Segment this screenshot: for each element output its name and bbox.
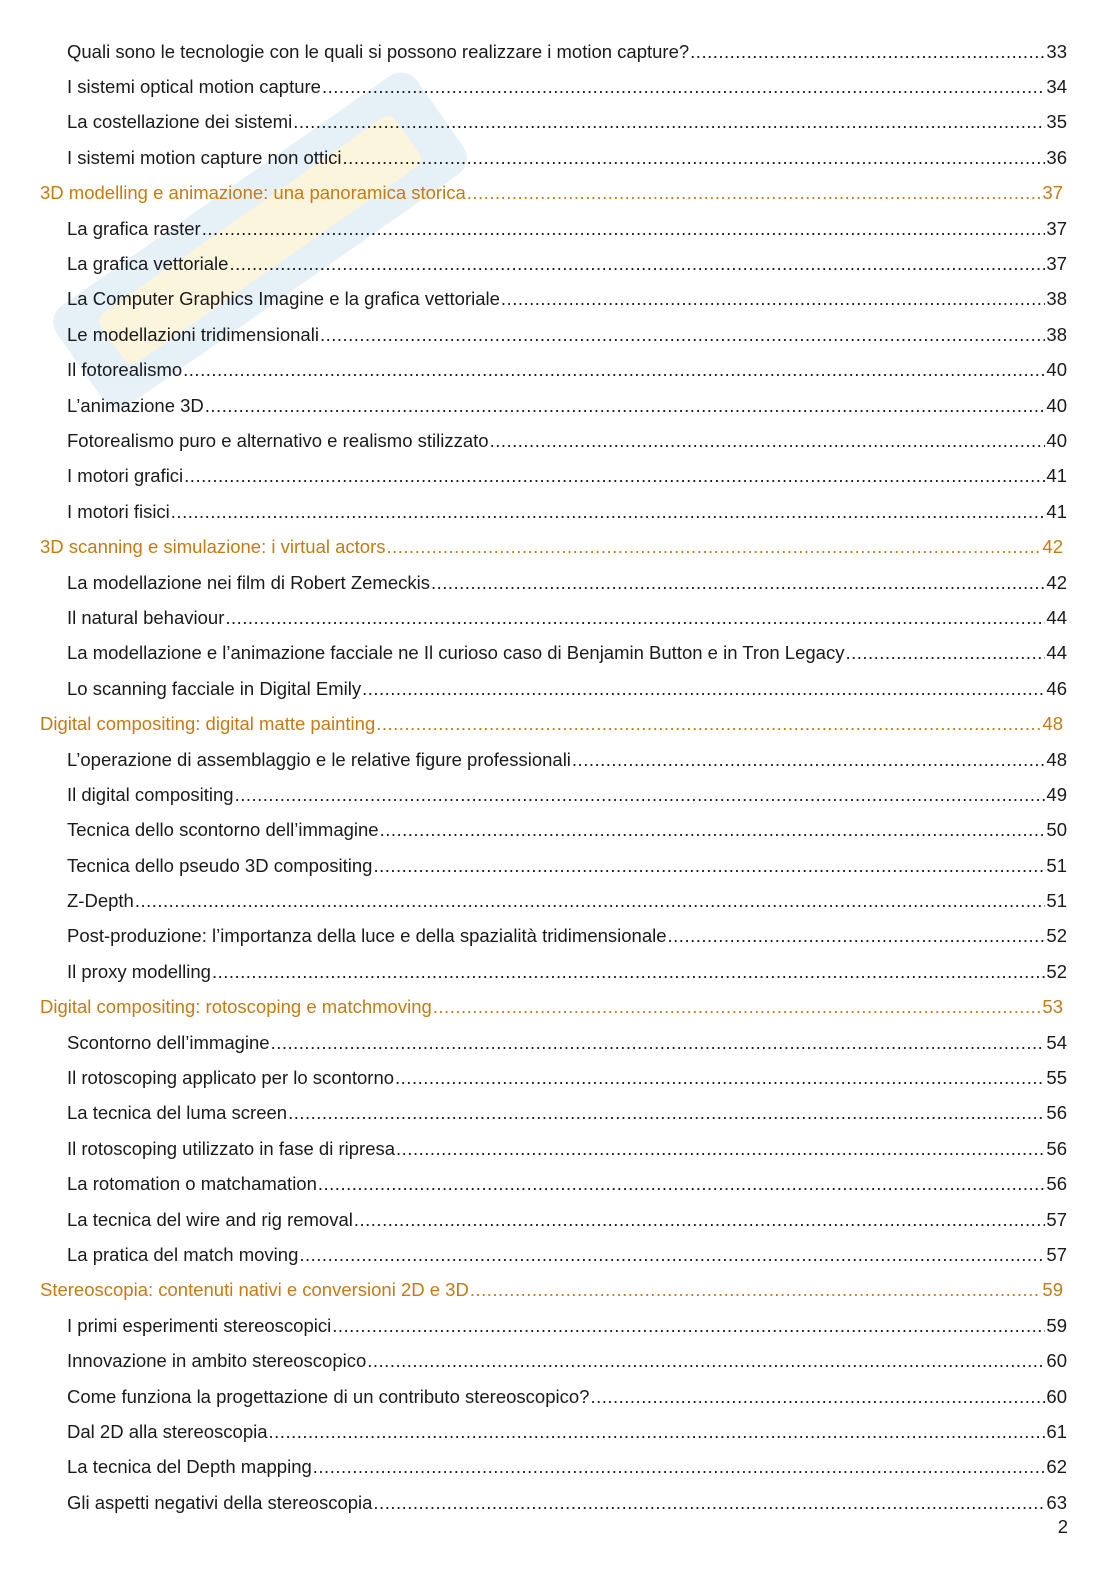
toc-dot-leader [318, 1173, 1046, 1195]
toc-entry-title: L’operazione di assemblaggio e le relative figure professionali [67, 748, 571, 770]
toc-entry-page: 56 [1046, 1173, 1067, 1195]
toc-entry-title: I sistemi optical motion capture [67, 76, 321, 98]
toc-dot-leader [431, 572, 1045, 594]
toc-section-entry[interactable] [0, 353, 1067, 388]
toc-section-entry[interactable] [0, 636, 1067, 671]
toc-entry-title: Il rotoscoping applicato per lo scontorno [67, 1067, 395, 1089]
toc-section-entry[interactable] [0, 1414, 1067, 1449]
toc-dot-leader [433, 996, 1042, 1018]
toc-entry-title: L’animazione 3D [67, 394, 204, 416]
toc-entry-page: 33 [1046, 40, 1067, 62]
toc-entry-page: 44 [1046, 642, 1067, 664]
toc-entry-page: 50 [1046, 819, 1067, 841]
toc-entry-page: 57 [1046, 1208, 1067, 1230]
toc-entry-page: 59 [1046, 1314, 1067, 1336]
toc-entry-page: 34 [1046, 76, 1067, 98]
toc-chapter-entry[interactable] [0, 706, 1063, 741]
toc-entry-page: 48 [1046, 748, 1067, 770]
toc-section-entry[interactable] [0, 1450, 1067, 1485]
table-of-contents [0, 34, 1118, 1520]
toc-section-entry[interactable] [0, 1485, 1067, 1520]
toc-dot-leader [343, 147, 1046, 169]
toc-entry-title: Gli aspetti negativi della stereoscopia [67, 1491, 373, 1513]
toc-entry-title: La tecnica del Depth mapping [67, 1456, 312, 1478]
toc-entry-page: 42 [1042, 536, 1063, 558]
toc-section-entry[interactable] [0, 1096, 1067, 1131]
toc-entry-title: La modellazione nei film di Robert Zemeckis [67, 571, 430, 593]
toc-dot-leader [467, 182, 1042, 204]
toc-section-entry[interactable] [0, 140, 1067, 175]
toc-dot-leader [380, 819, 1046, 841]
toc-section-entry[interactable] [0, 1167, 1067, 1202]
toc-entry-page: 56 [1046, 1137, 1067, 1159]
toc-entry-title: Z-Depth [67, 890, 134, 912]
toc-entry-page: 37 [1046, 253, 1067, 275]
toc-entry-page: 44 [1046, 606, 1067, 628]
toc-chapter-entry[interactable] [0, 529, 1063, 564]
toc-entry-title: La modellazione e l’animazione facciale ne Il curioso caso di Benjamin Button e in Tron Legacy [67, 642, 845, 664]
toc-section-entry[interactable] [0, 34, 1067, 69]
toc-section-entry[interactable] [0, 1379, 1067, 1414]
toc-entry-page: 56 [1046, 1102, 1067, 1124]
toc-section-entry[interactable] [0, 1202, 1067, 1237]
toc-dot-leader [135, 890, 1046, 912]
toc-section-entry[interactable] [0, 919, 1067, 954]
toc-entry-title: La rotomation o matchamation [67, 1173, 317, 1195]
toc-section-entry[interactable] [0, 282, 1067, 317]
toc-dot-leader [572, 749, 1046, 771]
toc-entry-title: Il fotorealismo [67, 359, 183, 381]
toc-section-entry[interactable] [0, 105, 1067, 140]
toc-entry-page: 48 [1042, 713, 1063, 735]
toc-dot-leader [271, 1032, 1046, 1054]
toc-section-entry[interactable] [0, 777, 1067, 812]
toc-section-entry[interactable] [0, 848, 1067, 883]
toc-section-entry[interactable] [0, 1308, 1067, 1343]
toc-entry-page: 41 [1046, 465, 1067, 487]
toc-dot-leader [490, 430, 1046, 452]
toc-dot-leader [373, 1492, 1045, 1514]
toc-entry-title: La tecnica del wire and rig removal [67, 1208, 353, 1230]
toc-chapter-entry[interactable] [0, 1273, 1063, 1308]
toc-entry-title: Innovazione in ambito stereoscopico [67, 1350, 367, 1372]
toc-dot-leader [668, 925, 1046, 947]
toc-entry-page: 59 [1042, 1279, 1063, 1301]
toc-dot-leader [293, 111, 1045, 133]
toc-entry-page: 40 [1046, 429, 1067, 451]
toc-dot-leader [183, 359, 1045, 381]
toc-chapter-entry[interactable] [0, 176, 1063, 211]
toc-section-entry[interactable] [0, 246, 1067, 281]
toc-section-entry[interactable] [0, 69, 1067, 104]
toc-entry-title: Lo scanning facciale in Digital Emily [67, 677, 362, 699]
toc-entry-page: 38 [1046, 288, 1067, 310]
toc-dot-leader [395, 1067, 1045, 1089]
toc-entry-page: 52 [1046, 925, 1067, 947]
toc-entry-page: 54 [1046, 1031, 1067, 1053]
toc-dot-leader [229, 253, 1045, 275]
toc-entry-title: Il proxy modelling [67, 960, 211, 982]
toc-section-entry[interactable] [0, 211, 1067, 246]
toc-entry-title: Il rotoscoping utilizzato in fase di ripresa [67, 1137, 396, 1159]
toc-section-entry[interactable] [0, 883, 1067, 918]
toc-chapter-entry[interactable] [0, 990, 1063, 1025]
toc-entry-title: Dal 2D alla stereoscopia [67, 1420, 268, 1442]
toc-dot-leader [470, 1279, 1042, 1301]
toc-dot-leader [225, 607, 1045, 629]
toc-dot-leader [212, 961, 1045, 983]
toc-entry-page: 37 [1042, 182, 1063, 204]
toc-dot-leader [501, 288, 1046, 310]
toc-entry-title: Digital compositing: rotoscoping e matchmoving [40, 996, 432, 1018]
toc-entry-title: La pratica del match moving [67, 1243, 299, 1265]
toc-entry-title: La tecnica del luma screen [67, 1102, 288, 1124]
toc-section-entry[interactable] [0, 954, 1067, 989]
toc-entry-page: 60 [1046, 1385, 1067, 1407]
toc-entry-page: 51 [1046, 890, 1067, 912]
toc-dot-leader [690, 41, 1045, 63]
toc-dot-leader [299, 1244, 1045, 1266]
toc-entry-title: Stereoscopia: contenuti nativi e conversioni 2D e 3D [40, 1279, 469, 1301]
toc-entry-page: 60 [1046, 1350, 1067, 1372]
toc-entry-title: I primi esperimenti stereoscopici [67, 1314, 332, 1336]
toc-entry-title: I motori grafici [67, 465, 184, 487]
toc-entry-page: 63 [1046, 1491, 1067, 1513]
toc-dot-leader [205, 395, 1046, 417]
toc-dot-leader [387, 536, 1042, 558]
toc-section-entry[interactable] [0, 388, 1067, 423]
toc-entry-title: Il natural behaviour [67, 606, 225, 628]
toc-entry-title: La grafica raster [67, 217, 201, 239]
toc-entry-page: 37 [1046, 217, 1067, 239]
toc-entry-title: Quali sono le tecnologie con le quali si possono realizzare i motion capture? [67, 40, 690, 62]
toc-entry-title: La grafica vettoriale [67, 253, 229, 275]
toc-dot-leader [320, 324, 1045, 346]
toc-entry-page: 62 [1046, 1456, 1067, 1478]
toc-entry-page: 52 [1046, 960, 1067, 982]
toc-dot-leader [367, 1350, 1045, 1372]
toc-section-entry[interactable] [0, 459, 1067, 494]
toc-entry-page: 55 [1046, 1067, 1067, 1089]
toc-entry-page: 38 [1046, 323, 1067, 345]
toc-entry-page: 57 [1046, 1243, 1067, 1265]
toc-entry-title: Post-produzione: l’importanza della luce e della spazialità tridimensionale [67, 925, 667, 947]
toc-entry-title: Tecnica dello pseudo 3D compositing [67, 854, 373, 876]
toc-entry-page: 42 [1046, 571, 1067, 593]
toc-entry-title: I sistemi motion capture non ottici [67, 146, 342, 168]
toc-entry-page: 40 [1046, 394, 1067, 416]
toc-entry-title: La Computer Graphics Imagine e la grafica vettoriale [67, 288, 500, 310]
toc-section-entry[interactable] [0, 1025, 1067, 1060]
toc-entry-page: 41 [1046, 500, 1067, 522]
toc-entry-title: Digital compositing: digital matte painting [40, 713, 376, 735]
toc-entry-page: 40 [1046, 359, 1067, 381]
toc-entry-page: 53 [1042, 996, 1063, 1018]
toc-entry-title: 3D scanning e simulazione: i virtual actors [40, 536, 386, 558]
toc-dot-leader [202, 218, 1046, 240]
toc-dot-leader [184, 465, 1045, 487]
toc-section-entry[interactable] [0, 423, 1067, 458]
toc-dot-leader [590, 1386, 1045, 1408]
toc-entry-page: 61 [1046, 1420, 1067, 1442]
toc-section-entry[interactable] [0, 813, 1067, 848]
toc-entry-title: Il digital compositing [67, 783, 234, 805]
toc-entry-title: Come funziona la progettazione di un contributo stereoscopico? [67, 1385, 590, 1407]
toc-section-entry[interactable] [0, 1131, 1067, 1166]
toc-dot-leader [288, 1102, 1045, 1124]
toc-dot-leader [171, 501, 1046, 523]
toc-entry-title: Le modellazioni tridimensionali [67, 323, 319, 345]
toc-section-entry[interactable] [0, 742, 1067, 777]
toc-entry-title: I motori fisici [67, 500, 170, 522]
toc-section-entry[interactable] [0, 317, 1067, 352]
toc-section-entry[interactable] [0, 1060, 1067, 1095]
toc-entry-page: 35 [1046, 111, 1067, 133]
toc-section-entry[interactable] [0, 1237, 1067, 1272]
toc-entry-title: Tecnica dello scontorno dell’immagine [67, 819, 379, 841]
page-number: 2 [1057, 1516, 1068, 1537]
toc-entry-title: Scontorno dell’immagine [67, 1031, 270, 1053]
toc-dot-leader [235, 784, 1046, 806]
toc-dot-leader [354, 1209, 1046, 1231]
toc-dot-leader [313, 1456, 1046, 1478]
toc-section-entry[interactable] [0, 494, 1067, 529]
toc-dot-leader [332, 1315, 1045, 1337]
toc-section-entry[interactable] [0, 671, 1067, 706]
toc-entry-page: 51 [1046, 854, 1067, 876]
toc-entry-title: La costellazione dei sistemi [67, 111, 293, 133]
toc-dot-leader [322, 76, 1045, 98]
toc-entry-title: 3D modelling e animazione: una panoramica storica [40, 182, 466, 204]
toc-section-entry[interactable] [0, 565, 1067, 600]
toc-dot-leader [396, 1138, 1045, 1160]
toc-entry-title: Fotorealismo puro e alternativo e realismo stilizzato [67, 429, 489, 451]
toc-section-entry[interactable] [0, 1343, 1067, 1378]
toc-dot-leader [845, 642, 1045, 664]
toc-entry-page: 46 [1046, 677, 1067, 699]
toc-entry-page: 49 [1046, 783, 1067, 805]
toc-dot-leader [373, 855, 1045, 877]
toc-dot-leader [269, 1421, 1046, 1443]
toc-dot-leader [376, 713, 1041, 735]
toc-entry-page: 36 [1046, 146, 1067, 168]
toc-dot-leader [362, 678, 1045, 700]
toc-section-entry[interactable] [0, 600, 1067, 635]
